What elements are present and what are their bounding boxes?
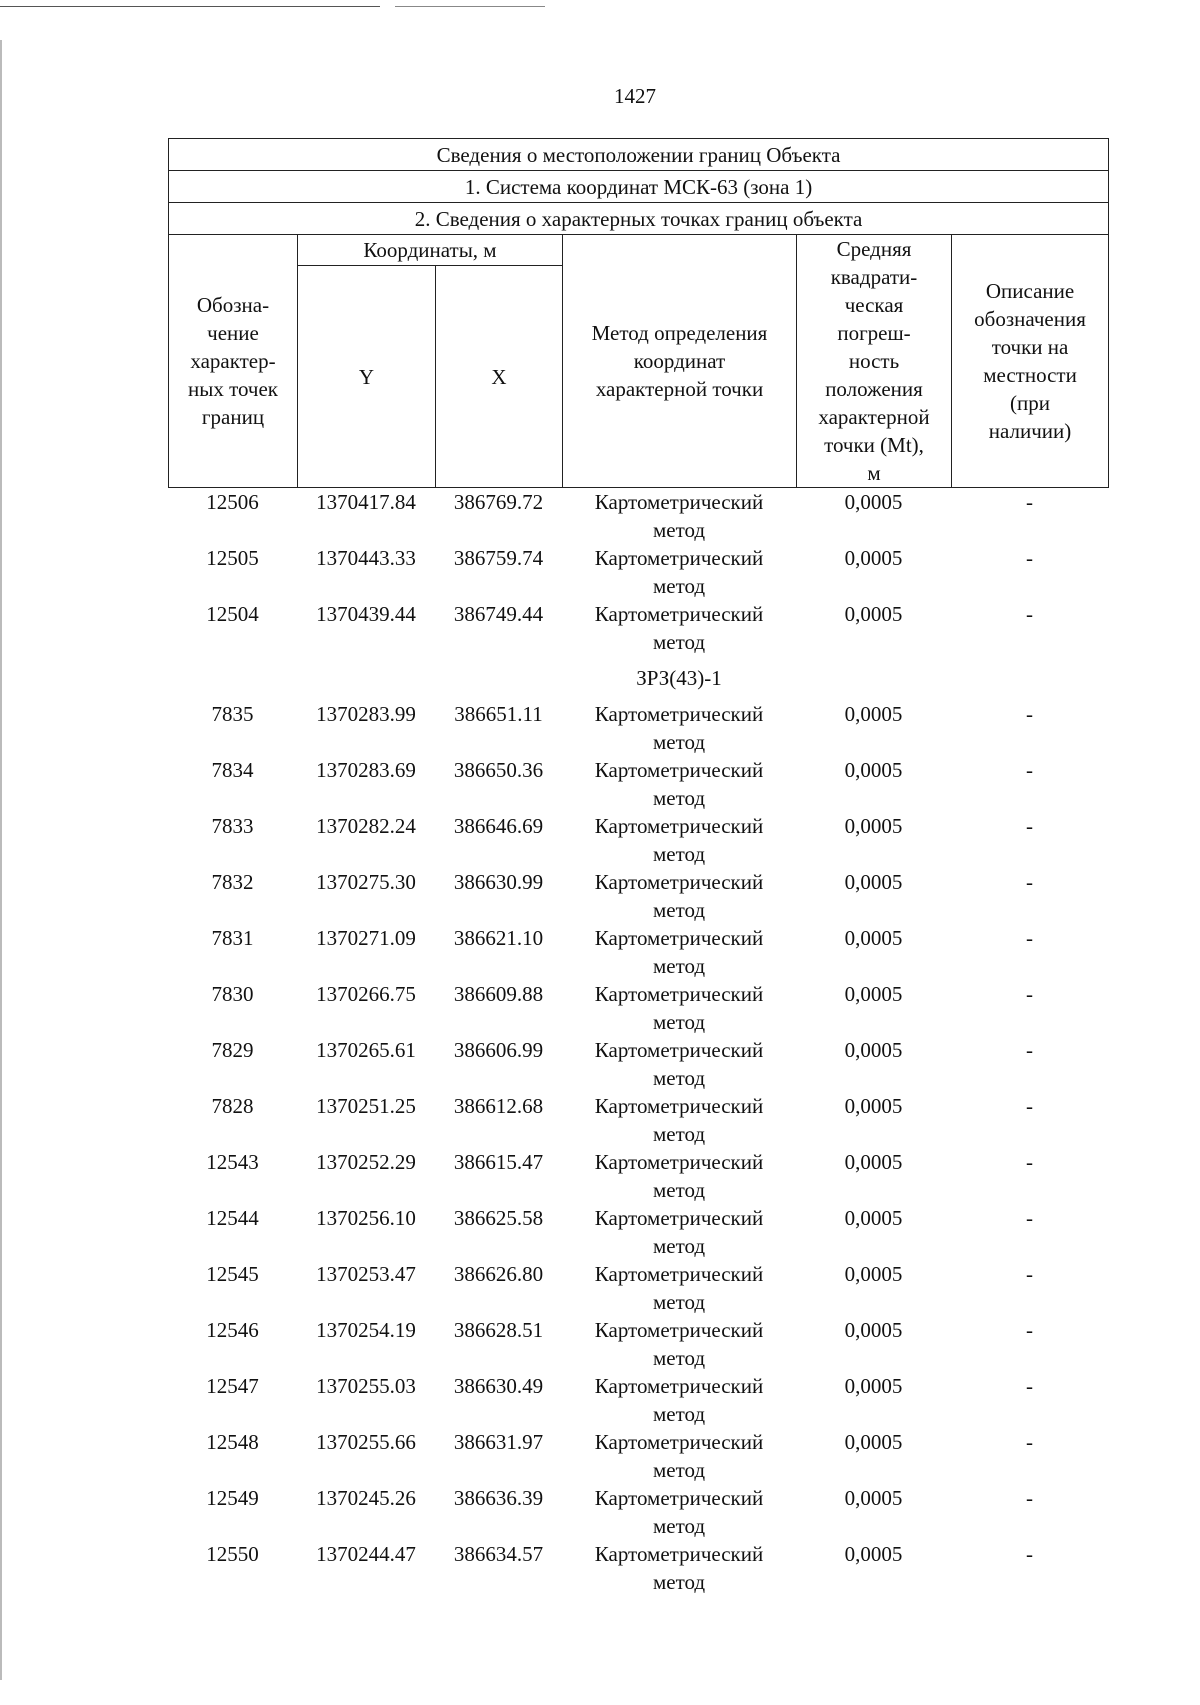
col-designation-header: Обозна- чение характер- ных точек границ bbox=[169, 235, 298, 488]
point-description: - bbox=[1026, 602, 1033, 626]
mean-error: 0,0005 bbox=[844, 1038, 903, 1062]
point-id: 7835 bbox=[211, 702, 254, 726]
method: Картометрический метод bbox=[594, 758, 764, 810]
point-description: - bbox=[1026, 870, 1033, 894]
point-description: - bbox=[1026, 926, 1033, 950]
mean-error: 0,0005 bbox=[844, 602, 903, 626]
coord-y: 1370283.69 bbox=[316, 758, 416, 782]
col-x-header: X bbox=[436, 266, 563, 488]
scan-artifact-edge bbox=[0, 40, 2, 1680]
method: Картометрический метод bbox=[594, 982, 764, 1034]
method: Картометрический метод bbox=[594, 490, 764, 542]
coord-x: 386625.58 bbox=[453, 1206, 544, 1230]
coord-x: 386636.39 bbox=[453, 1486, 544, 1510]
method: Картометрический метод bbox=[594, 870, 764, 922]
mean-error: 0,0005 bbox=[844, 1430, 903, 1454]
coord-y: 1370283.99 bbox=[316, 702, 416, 726]
point-description: - bbox=[1026, 1542, 1033, 1566]
table-row bbox=[168, 1148, 1108, 1204]
method: Картометрический метод bbox=[594, 1262, 764, 1314]
table-row bbox=[168, 1316, 1108, 1372]
coord-x: 386630.49 bbox=[453, 1374, 544, 1398]
table-row bbox=[168, 868, 1108, 924]
coord-y: 1370254.19 bbox=[316, 1318, 416, 1342]
coord-y: 1370266.75 bbox=[316, 982, 416, 1006]
coord-x: 386630.99 bbox=[453, 870, 544, 894]
method: Картометрический метод bbox=[594, 814, 764, 866]
mean-error: 0,0005 bbox=[844, 870, 903, 894]
table-row bbox=[168, 1540, 1108, 1596]
mean-error: 0,0005 bbox=[844, 702, 903, 726]
mean-error: 0,0005 bbox=[844, 814, 903, 838]
table-title: Сведения о местоположении границ Объекта bbox=[169, 139, 1109, 171]
coord-x: 386634.57 bbox=[453, 1542, 544, 1566]
mean-error: 0,0005 bbox=[844, 982, 903, 1006]
coord-x: 386651.11 bbox=[454, 702, 543, 726]
mean-error: 0,0005 bbox=[844, 758, 903, 782]
coord-y: 1370417.84 bbox=[316, 490, 416, 514]
table-row bbox=[168, 756, 1108, 812]
point-id: 12545 bbox=[206, 1262, 259, 1286]
table-row bbox=[168, 700, 1108, 756]
coordinate-system: 1. Система координат МСК-63 (зона 1) bbox=[169, 171, 1109, 203]
point-description: - bbox=[1026, 1150, 1033, 1174]
boundary-points-table bbox=[168, 488, 1108, 1596]
coord-y: 1370255.03 bbox=[316, 1374, 416, 1398]
col-y-header: Y bbox=[298, 266, 436, 488]
table-row bbox=[168, 1092, 1108, 1148]
point-id: 7829 bbox=[211, 1038, 254, 1062]
method: Картометрический метод bbox=[594, 1486, 764, 1538]
point-id: 12504 bbox=[206, 602, 259, 626]
coord-x: 386650.36 bbox=[453, 758, 544, 782]
point-id: 7832 bbox=[211, 870, 254, 894]
point-description: - bbox=[1026, 490, 1033, 514]
coord-y: 1370256.10 bbox=[316, 1206, 416, 1230]
method: Картометрический метод bbox=[594, 926, 764, 978]
point-id: 7834 bbox=[211, 758, 254, 782]
mean-error: 0,0005 bbox=[844, 1542, 903, 1566]
table-row bbox=[168, 488, 1108, 544]
method: Картометрический метод bbox=[594, 702, 764, 754]
table-row bbox=[168, 1204, 1108, 1260]
coord-y: 1370443.33 bbox=[316, 546, 416, 570]
table-row bbox=[168, 812, 1108, 868]
page-number: 1427 bbox=[614, 84, 656, 108]
method: Картометрический метод bbox=[594, 1318, 764, 1370]
point-description: - bbox=[1026, 1262, 1033, 1286]
point-description: - bbox=[1026, 546, 1033, 570]
mean-error: 0,0005 bbox=[844, 1318, 903, 1342]
method: Картометрический метод bbox=[594, 1542, 764, 1594]
scan-artifact-line bbox=[395, 6, 545, 7]
mean-error: 0,0005 bbox=[844, 926, 903, 950]
point-id: 7833 bbox=[211, 814, 254, 838]
point-id: 7831 bbox=[211, 926, 254, 950]
col-description-header: Описание обозначения точки на местности (при наличии) bbox=[952, 235, 1109, 488]
col-coords-header: Координаты, м bbox=[298, 235, 563, 266]
coord-x: 386628.51 bbox=[453, 1318, 544, 1342]
boundary-header-table bbox=[168, 138, 1109, 488]
method: Картометрический метод bbox=[594, 1094, 764, 1146]
scan-artifact-line bbox=[0, 6, 380, 7]
coord-x: 386749.44 bbox=[453, 602, 544, 626]
coord-y: 1370271.09 bbox=[316, 926, 416, 950]
table-row bbox=[168, 1484, 1108, 1540]
method: Картометрический метод bbox=[594, 1430, 764, 1482]
coord-x: 386621.10 bbox=[453, 926, 544, 950]
method: Картометрический метод bbox=[594, 546, 764, 598]
col-error-header: Средняя квадрати- ческая погреш- ность положения характерной точки (Mt), м bbox=[797, 235, 952, 488]
point-description: - bbox=[1026, 982, 1033, 1006]
mean-error: 0,0005 bbox=[844, 1150, 903, 1174]
coord-x: 386626.80 bbox=[453, 1262, 544, 1286]
table-row bbox=[168, 924, 1108, 980]
section-row bbox=[168, 656, 1108, 700]
point-description: - bbox=[1026, 1374, 1033, 1398]
coord-y: 1370252.29 bbox=[316, 1150, 416, 1174]
point-id: 12506 bbox=[206, 490, 259, 514]
coord-x: 386606.99 bbox=[453, 1038, 544, 1062]
point-description: - bbox=[1026, 1318, 1033, 1342]
section-label: ЗРЗ(43)-1 bbox=[636, 666, 722, 690]
mean-error: 0,0005 bbox=[844, 1262, 903, 1286]
point-description: - bbox=[1026, 702, 1033, 726]
point-id: 12544 bbox=[206, 1206, 259, 1230]
point-description: - bbox=[1026, 1206, 1033, 1230]
coord-y: 1370245.26 bbox=[316, 1486, 416, 1510]
point-description: - bbox=[1026, 758, 1033, 782]
coord-y: 1370275.30 bbox=[316, 870, 416, 894]
point-id: 12543 bbox=[206, 1150, 259, 1174]
mean-error: 0,0005 bbox=[844, 490, 903, 514]
coord-x: 386769.72 bbox=[453, 490, 544, 514]
coord-x: 386612.68 bbox=[453, 1094, 544, 1118]
table-row bbox=[168, 1260, 1108, 1316]
coord-x: 386759.74 bbox=[453, 546, 544, 570]
coord-x: 386646.69 bbox=[453, 814, 544, 838]
table-row bbox=[168, 980, 1108, 1036]
mean-error: 0,0005 bbox=[844, 1486, 903, 1510]
coord-y: 1370439.44 bbox=[316, 602, 416, 626]
method: Картометрический метод bbox=[594, 1374, 764, 1426]
method: Картометрический метод bbox=[594, 602, 764, 654]
coord-x: 386631.97 bbox=[453, 1430, 544, 1454]
point-id: 7830 bbox=[211, 982, 254, 1006]
mean-error: 0,0005 bbox=[844, 1094, 903, 1118]
point-description: - bbox=[1026, 1486, 1033, 1510]
point-id: 12548 bbox=[206, 1430, 259, 1454]
table-row bbox=[168, 1428, 1108, 1484]
coord-y: 1370244.47 bbox=[316, 1542, 416, 1566]
point-id: 12546 bbox=[206, 1318, 259, 1342]
point-description: - bbox=[1026, 814, 1033, 838]
coord-y: 1370251.25 bbox=[316, 1094, 416, 1118]
table-row bbox=[168, 1372, 1108, 1428]
points-group-a bbox=[168, 488, 1108, 656]
mean-error: 0,0005 bbox=[844, 546, 903, 570]
mean-error: 0,0005 bbox=[844, 1206, 903, 1230]
coord-y: 1370265.61 bbox=[316, 1038, 416, 1062]
table-row bbox=[168, 544, 1108, 600]
point-description: - bbox=[1026, 1094, 1033, 1118]
method: Картометрический метод bbox=[594, 1206, 764, 1258]
coord-x: 386615.47 bbox=[453, 1150, 544, 1174]
coord-y: 1370253.47 bbox=[316, 1262, 416, 1286]
point-id: 12547 bbox=[206, 1374, 259, 1398]
point-id: 12505 bbox=[206, 546, 259, 570]
table-row bbox=[168, 1036, 1108, 1092]
table-row bbox=[168, 600, 1108, 656]
coord-y: 1370255.66 bbox=[316, 1430, 416, 1454]
points-group-b bbox=[168, 700, 1108, 1596]
section-heading: 2. Сведения о характерных точках границ объекта bbox=[169, 203, 1109, 235]
coord-x: 386609.88 bbox=[453, 982, 544, 1006]
point-id: 7828 bbox=[211, 1094, 254, 1118]
col-method-header: Метод определения координат характерной точки bbox=[563, 235, 797, 488]
method: Картометрический метод bbox=[594, 1038, 764, 1090]
point-id: 12549 bbox=[206, 1486, 259, 1510]
method: Картометрический метод bbox=[594, 1150, 764, 1202]
coord-y: 1370282.24 bbox=[316, 814, 416, 838]
mean-error: 0,0005 bbox=[844, 1374, 903, 1398]
point-description: - bbox=[1026, 1430, 1033, 1454]
point-description: - bbox=[1026, 1038, 1033, 1062]
point-id: 12550 bbox=[206, 1542, 259, 1566]
